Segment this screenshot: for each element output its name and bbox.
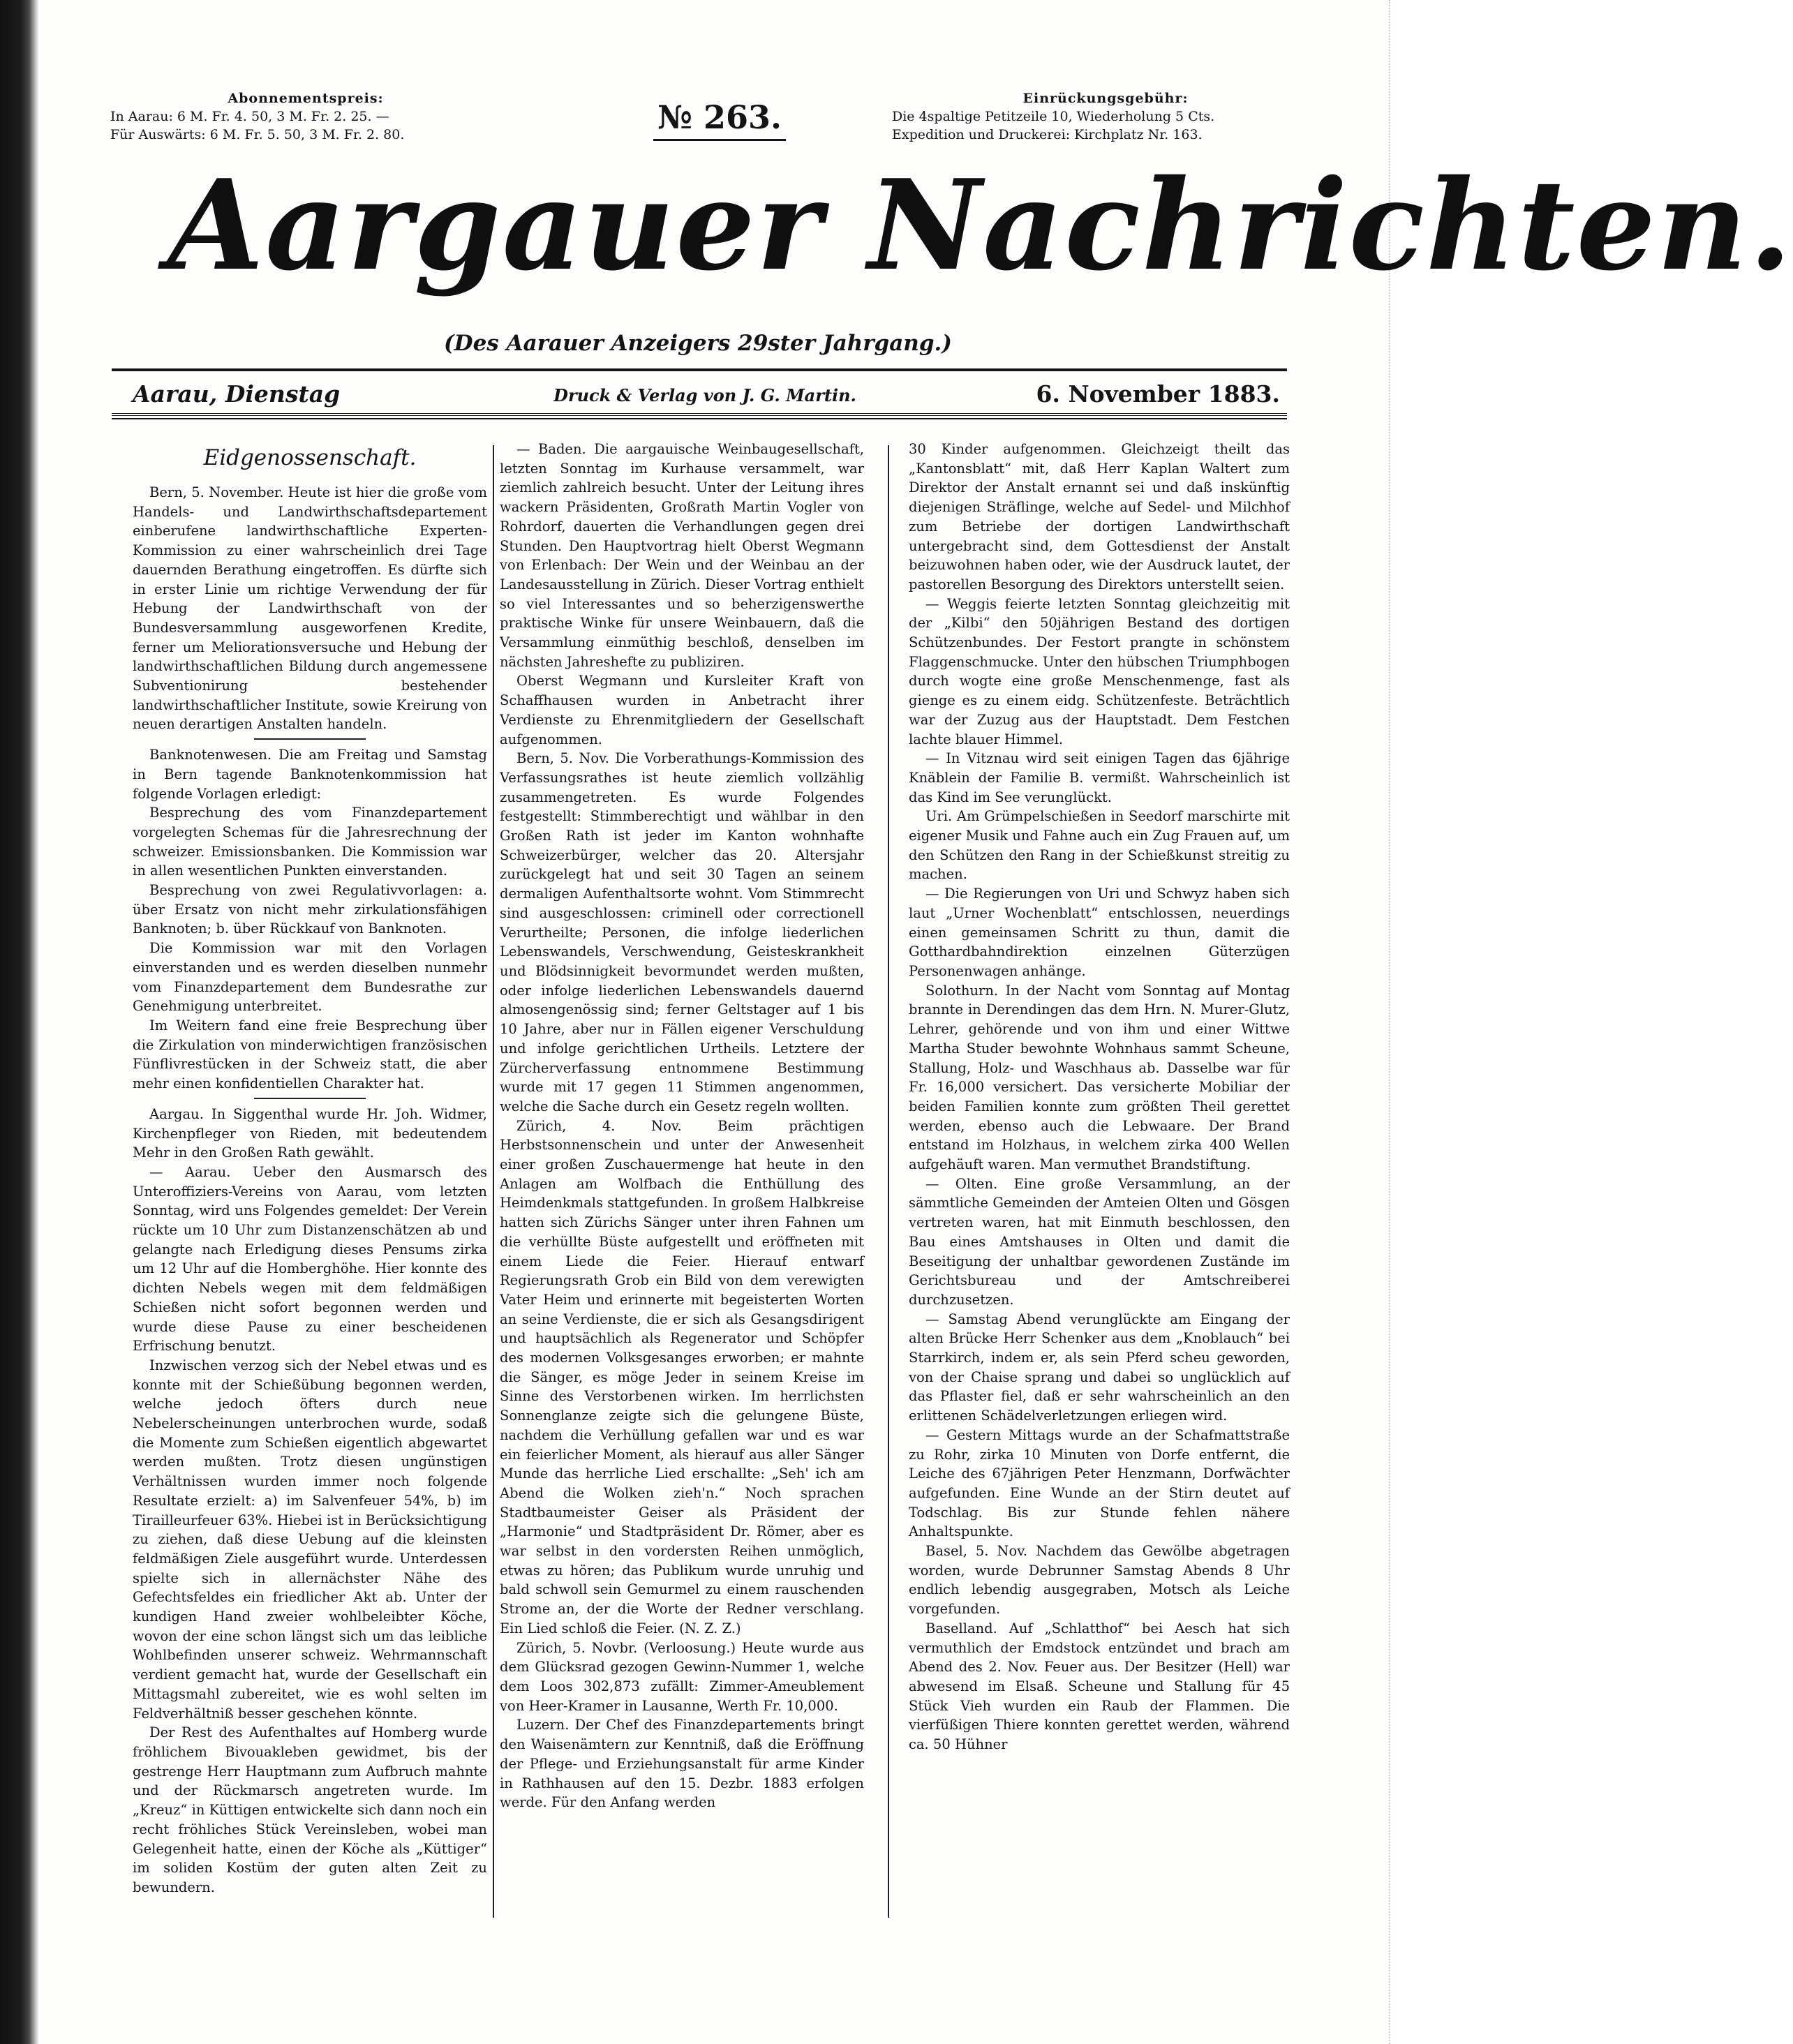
article-paragraph: Die Kommission war mit den Vorlagen einverstanden und es werden dieselben nunmehr vom Finanzdepartement dem Bundesrathe zur Genehmigung unterbreitet. <box>133 940 487 1015</box>
dateline-top-rule <box>112 368 1287 371</box>
binding-edge <box>0 0 39 2044</box>
article-separator <box>254 1098 366 1099</box>
column-divider <box>888 445 889 1918</box>
article-paragraph: Besprechung von zwei Regulativvorlagen: a. über Ersatz von nicht mehr zirkulationsfähigen Banknoten; b. über Rückkauf von Banknoten. <box>133 882 487 937</box>
insertion-heading: Einrückungsgebühr: <box>1022 91 1189 106</box>
article-paragraph: Aargau. In Siggenthal wurde Hr. Joh. Widmer, Kirchenpfleger von Rieden, mit bedeutendem Mehr in den Großen Rath gewählt. <box>133 1105 487 1161</box>
article-paragraph: Zürich, 4. Nov. Beim prächtigen Herbstsonnenschein und unter der Anwesenheit einer großen Zuschauermenge hat heute in den Anlagen am Wolfbach die Enthüllung des Heimdenkmals stattgefunden. In großem Halbkreise hatten sich Zürichs Sänger unter ihren Fahnen um die verhüllte Büste aufgestellt und eröffneten mit einem Liede die Feier. Hierauf entwarf Regierungsrath Grob ein Bild von dem verewigten Vater Heim und erinnerte mit begeisterten Worten an seine Verdienste, die er sich als Gesangsdirigent und hauptsächlich als Regenerator und Schöpfer des modernen Volksgesanges erworben; er mahnte die Sänger, es möge Jeder in seinem Kreise im Sinne des Verstorbenen wirken. Im herrlichsten Sonnenglanze zeigte sich die gelungene Büste, nachdem die Verhüllung gefallen war und es war ein feierlicher Moment, als hierauf aus aller Sänger Munde das herrliche Lied erschallte: „Seh' ich am Abend die Wolken zieh'n.“ Noch sprachen Stadtbaumeister Geiser als Präsident der „Harmonie“ und Stadtpräsident Dr. Römer, aber es war selbst in den vordersten Reihen unmöglich, etwas zu hören; das Publikum wurde unruhig und bald schwoll sein Gemurmel zu einem rauschenden Strome an, der die Worte der Redner verschlang. Ein Lied schloß die Feier. (N. Z. Z.) <box>500 1117 864 1636</box>
subscription-heading: Abonnementspreis: <box>228 91 384 106</box>
dateline-bottom-rule <box>112 413 1287 419</box>
article-paragraph: Bern, 5. Nov. Die Vorberathungs-Kommission des Verfassungsrathes ist heute ziemlich vollzählig zusammengetreten. Es wurde Folgendes festgestellt: Stimmberechtigt und wählbar in den Großen Rath ist jeder im Kanton wohnhafte Schweizerbürger, welcher das 20. Altersjahr zurückgelegt hat und seit 30 Tagen an seinem dermaligen Aufenthaltsorte wohnt. Vom Stimmrecht sind ausgeschlossen: criminell oder correctionell Verurtheilte; Personen, die infolge liederlichen Lebenswandels, Verschwendung, Geisteskrankheit und Blödsinnigkeit bevormundet werden mußten, oder infolge liederlichen Lebenswandels dauernd almosengenössig sind; ferner Geltstager auf 1 bis 10 Jahre, aber nur in Fällen eigener Verschuldung und infolge gerichtlichen Urtheils. Letztere der Zürcherverfassung entnommene Bestimmung wurde mit 17 gegen 11 Stimmen angenommen, welche die Sache durch ein Gesetz regeln wollten. <box>500 750 864 1114</box>
newspaper-subtitle: (Des Aarauer Anzeigers 29ster Jahrgang.) <box>444 331 952 356</box>
dateline-date: 6. November 1883. <box>1036 380 1280 408</box>
article-paragraph: 30 Kinder aufgenommen. Gleichzeigt theilt das „Kantonsblatt“ mit, daß Herr Kaplan Waltert zum Direktor der Anstalt ernannt sei und daß inskünftig diejenigen Sträflinge, welche auf Sedel- und Milchhof zum Betriebe der dortigen Landwirthschaft untergebracht sind, dem Gottesdienst der Anstalt beizuwohnen haben oder, wie der Ausdruck lautet, der pastorellen Besorgung des Direktors unterstellt seien. <box>909 441 1290 592</box>
article-paragraph: — Samstag Abend verunglückte am Eingang der alten Brücke Herr Schenker aus dem „Knoblauch“ bei Starrkirch, indem er, als sein Pferd scheu geworden, von der Chaise sprang und dabei so unglücklich auf das Pflaster fiel, daß er sehr wahrscheinlich an den erlittenen Schädelverletzungen erliegen wird. <box>909 1311 1290 1424</box>
article-separator <box>254 738 366 740</box>
article-paragraph: Banknotenwesen. Die am Freitag und Samstag in Bern tagende Banknotenkommission hat folgende Vorlagen erledigt: <box>133 747 487 802</box>
article-paragraph: Der Rest des Aufenthaltes auf Homberg wurde fröhlichem Bivouakleben gewidmet, bis der gestrenge Herr Hauptmann zum Aufbruch mahnte und der Rückmarsch angetreten wurde. Im „Kreuz“ in Küttigen entwickelte sich dann noch ein recht fröhliches Stück Vereinsleben, wobei man Gelegenheit hatte, einen der Köche als „Küttiger“ im soliden Kostüm der guten alten Zeit zu bewundern. <box>133 1724 487 1895</box>
article-paragraph: Luzern. Der Chef des Finanzdepartements bringt den Waisenämtern zur Kenntniß, daß die Eröffnung der Pflege- und Erziehungsanstalt für arme Kinder in Rathhausen auf den 15. Dezbr. 1883 erfolgen werde. Für den Anfang werden <box>500 1717 864 1811</box>
insertion-line: Die 4spaltige Petitzeile 10, Wiederholung 5 Cts. <box>892 109 1215 124</box>
dateline-printer: Druck & Verlag von J. G. Martin. <box>553 385 856 405</box>
article-paragraph: — Weggis feierte letzten Sonntag gleichzeitig mit der „Kilbi“ den 50jährigen Bestand des dortigen Schützenbundes. Der Festort prangte in schönstem Flaggenschmucke. Unter den hübschen Triumphbogen durch wogte eine große Menschenmenge, fast als gienge es zu einem eidg. Schützenfeste. Beträchtlich war der Zuzug aus der Hauptstadt. Dem Festchen lachte blauer Himmel. <box>909 595 1290 747</box>
article-paragraph: Oberst Wegmann und Kursleiter Kraft von Schaffhausen wurden in Anbetracht ihrer Verdienste zu Ehrenmitgliedern der Gesellschaft aufgenommen. <box>500 673 864 747</box>
issue-number <box>639 98 800 137</box>
article-paragraph: Baselland. Auf „Schlatthof“ bei Aesch hat sich vermuthlich der Emdstock entzündet und brach am Abend des 2. Nov. Feuer aus. Der Besitzer (Hell) war abwesend im Elsaß. Scheune und Stallung für 45 Stück Vieh wurden ein Raub der Flammen. Die vierfüßigen Thiere konnten gerettet werden, während ca. 50 Hühner <box>909 1620 1290 1753</box>
dateline <box>112 377 1287 412</box>
column-1 <box>133 440 487 2024</box>
insertion-line: Expedition und Druckerei: Kirchplatz Nr. 163. <box>892 127 1203 142</box>
newspaper-title: Aargauer Nachrichten. <box>168 152 1793 298</box>
issue-number-text: № 263. <box>657 98 782 136</box>
article-paragraph: Zürich, 5. Novbr. (Verloosung.) Heute wurde aus dem Glücksrad gezogen Gewinn-Nummer 1, welche dem Loos 302,873 zufällt: Zimmer-Ameublement von Heer-Kramer in Lausanne, Werth Fr. 10,000. <box>500 1639 864 1714</box>
issue-number-underline <box>653 139 786 141</box>
article-paragraph: — Die Regierungen von Uri und Schwyz haben sich laut „Urner Wochenblatt“ entschlossen, neuerdings einen gemeinsamen Schritt zu thun, damit die Gotthardbahndirektion einzelnen Güterzügen Personenwagen anhänge. <box>909 886 1290 979</box>
article-paragraph: Uri. Am Grümpelschießen in Seedorf marschirte mit eigener Musik und Fahne auch ein Zug Frauen auf, um den Schützen den Rang in der Schießkunst streitig zu machen. <box>909 808 1290 883</box>
subscription-price-box <box>110 89 501 144</box>
subscription-line: In Aarau: 6 M. Fr. 4. 50, 3 M. Fr. 2. 25. — <box>110 109 389 124</box>
article-paragraph: — Olten. Eine große Versammlung, an der sämmtliche Gemeinden der Amteien Olten und Gösgen vertreten waren, hat mit Einmuth beschlossen, den Bau eines Amtshauses in Olten und damit die Beseitigung der unhaltbar gewordenen Zustände im Gerichtsbureau und der Amtschreiberei durchzusetzen. <box>909 1175 1290 1308</box>
article-paragraph: — Aarau. Ueber den Ausmarsch des Unteroffiziers-Vereins von Aarau, vom letzten Sonntag, wird uns Folgendes gemeldet: Der Verein rückte um 10 Uhr zum Distanzenschätzen ab und gelangte nach Erledigung dieses Pensums zirka um 12 Uhr auf die Homberghöhe. Hier konnte des dichten Nebels wegen mit dem feldmäßigen Schießen nicht sofort begonnen werden und wurde diese Pause zu einer bescheidenen Erfrischung benutzt. <box>133 1163 487 1355</box>
article-paragraph: Besprechung des vom Finanzdepartement vorgelegten Schemas für die Jahresrechnung der schweizer. Emissionsbanken. Die Kommission war in allen wesentlichen Punkten einverstanden. <box>133 805 487 879</box>
article-paragraph: Im Weitern fand eine freie Besprechung über die Zirkulation von minderwichtigen französischen Fünflivrestücken in der Schweiz statt, die aber mehr einen konfidentiellen Charakter hat. <box>133 1017 487 1092</box>
section-heading: Eidgenossenschaft. <box>203 445 417 470</box>
insertion-fee-box <box>892 89 1319 144</box>
article-paragraph: Inzwischen verzog sich der Nebel etwas und es konnte mit der Schießübung begonnen werden, welche jedoch öfters durch neue Nebelerscheinungen unterbrochen wurde, sodaß die Momente zum Schießen eigentlich abgewartet werden mußten. Trotz diesen ungünstigen Verhältnissen wurden immer noch folgende Resultate erzielt: a) im Salvenfeuer 54%, b) im Tirailleurfeuer 63%. Hiebei ist in Berücksichtigung zu ziehen, daß diese Uebung auf die kleinsten feldmäßigen Ziele ausgeführt wurde. Unterdessen spielte sich in allernächster Nähe des Gefechtsfeldes ein friedlicher Akt ab. Unter der kundigen Hand zweier wohlbeleibter Köche, wovon der eine schon längst sich um das leibliche Wohlbefinden unserer schweiz. Wehrmannschaft verdient gemacht hat, wurde der Gesellschaft ein Mittagsmahl zubereitet, wie es wohl selten im Feldverhältniß besser geschehen könnte. <box>133 1357 487 1722</box>
article-paragraph: Bern, 5. November. Heute ist hier die große vom Handels- und Landwirthschaftsdepartement einberufene landwirthschaftliche Experten-Kommission zu einer wahrscheinlich drei Tage dauernden Berathung eingetroffen. Es dürfte sich in erster Linie um richtige Verwendung der für Hebung der Landwirthschaft von der Bundesversammlung ausgeworfenen Kredite, ferner um Meliorationsversuche und Hebung der landwirthschaftlichen Bildung durch angemessene Subventionirung bestehender landwirthschaftlicher Institute, sowie Kreirung von neuen derartigen Anstalten handeln. <box>133 484 487 733</box>
article-paragraph: — In Vitznau wird seit einigen Tagen das 6jährige Knäblein der Familie B. vermißt. Wahrscheinlich ist das Kind im See verunglückt. <box>909 750 1290 805</box>
dateline-place-day: Aarau, Dienstag <box>133 380 341 408</box>
article-paragraph: — Baden. Die aargauische Weinbaugesellschaft, letzten Sonntag im Kurhause versammelt, war ziemlich zahlreich besucht. Unter der Leitung ihres wackern Präsidenten, Großrath Martin Vogler von Rohrdorf, dauerten die Verhandlungen gegen drei Stunden. Den Hauptvortrag hielt Oberst Wegmann von Erlenbach: Der Wein und der Weinbau an der Landesausstellung in Zürich. Dieser Vortrag enthielt so viel Interessantes und so beherzigenswerthe praktische Winke für unsere Weinbauern, daß die Versammlung einmüthig beschloß, denselben im nächsten Jahreshefte zu publiziren. <box>500 441 864 670</box>
column-2 <box>500 440 864 2024</box>
column-divider <box>493 445 494 1918</box>
subscription-line: Für Auswärts: 6 M. Fr. 5. 50, 3 M. Fr. 2. 80. <box>110 127 405 142</box>
article-paragraph: Solothurn. In der Nacht vom Sonntag auf Montag brannte in Derendingen das dem Hrn. N. Murer-Glutz, Lehrer, gehörende und von ihm und einer Wittwe Martha Studer bewohnte Wohnhaus sammt Scheune, Stallung, Holz- und Waschhaus ab. Dasselbe war für Fr. 16,000 versichert. Das versicherte Mobiliar der beiden Familien konnte zum größten Theil gerettet werden, ebenso auch die Lebwaare. Der Brand entstand im Holzhaus, in welchem zirka 400 Wellen aufgehäuft waren. Man vermuthet Brandstiftung. <box>909 982 1290 1173</box>
page-edge <box>1387 0 1390 2044</box>
article-paragraph: — Gestern Mittags wurde an der Schafmattstraße zu Rohr, zirka 10 Minuten von Dorfe entfernt, die Leiche des 67jährigen Peter Henzmann, Dorfwächter aufgefunden. Eine Wunde an der Stirn deutet auf Todschlag. Bis zur Stunde fehlen nähere Anhaltspunkte. <box>909 1426 1290 1540</box>
article-paragraph: Basel, 5. Nov. Nachdem das Gewölbe abgetragen worden, wurde Debrunner Samstag Abends 8 Uhr endlich lebendig ausgegraben, Motsch als Leiche vorgefunden. <box>909 1543 1290 1618</box>
column-3 <box>909 440 1290 2024</box>
